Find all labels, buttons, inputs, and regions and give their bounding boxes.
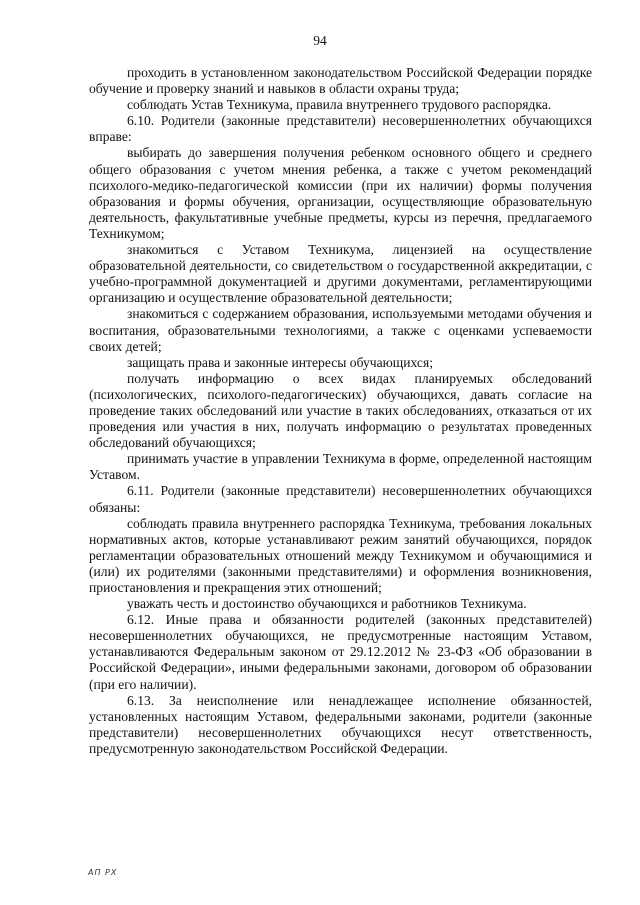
paragraph-6-11-heading: 6.11. Родители (законные представители) несовершеннолетних обучающихся обязаны: (89, 483, 592, 515)
paragraph-content-familiarization: знакомиться с содержанием образования, используемыми методами обучения и воспитания, образовательными технологиями, а также с оценками успеваемости своих детей; (89, 306, 592, 354)
paragraph-charter-familiarization: знакомиться с Уставом Техникума, лицензией на осуществление образовательной деятельности, со свидетельством о государственной аккредитации, с учебно-программной документацией и другими документами, регламентирующими организацию и осуществление образовательной деятельности; (89, 242, 592, 306)
paragraph-6-12: 6.12. Иные права и обязанности родителей (законных представителей) несовершеннолетних обучающихся, не предусмотренные настоящим Уставом, устанавливаются Федеральным законом от 29.12.2012 № 23-ФЗ «Об образовании в Российской Федерации», иными федеральными законами, договором об образовании (при его наличии). (89, 612, 592, 692)
footer-mark: АП РХ (88, 868, 118, 877)
paragraph-protect-rights: защищать права и законные интересы обучающихся; (127, 354, 433, 370)
paragraph-choose-education-form: выбирать до завершения получения ребенком основного общего и среднего общего образования с учетом мнения ребенка, а также с учетом рекомендаций психолого-медико-педагогической комиссии (при их наличии) формы получения образования и формы обучения, организации, осуществляющие образовательную деятельность, факультативные учебные предметы, курсы из перечня, предлагаемого Техникумом; (89, 145, 592, 241)
paragraph-6-13: 6.13. За неисполнение или ненадлежащее исполнение обязанностей, установленных настоящим Уставом, федеральными законами, родители (законные представители) несовершеннолетних обучающихся несут ответственность, предусмотренную законодательством Российской Федерации. (89, 692, 592, 756)
paragraph-observe-rules: соблюдать правила внутреннего распорядка Техникума, требования локальных нормативных актов, которые устанавливают режим занятий обучающихся, порядок регламентации образовательных отношений между Техникумом и обучающимися и (или) их родителями (законными представителями) и оформления возникновения, приостановления и прекращения этих отношений; (89, 515, 592, 595)
document-body (89, 65, 592, 757)
page-number: 94 (313, 33, 327, 48)
paragraph-safety-training: проходить в установленном законодательством Российской Федерации порядке обучение и проверку знаний и навыков в области охраны труда; (89, 65, 592, 97)
paragraph-examinations-info: получать информацию о всех видах планируемых обследований (психологических, психолого-педагогических) обучающихся, давать согласие на проведение таких обследований или участие в таких обследованиях, отказаться от их проведения или участия в них, получать информацию о результатах проведенных обследований обучающихся; (89, 370, 592, 451)
paragraph-respect-dignity: уважать честь и достоинство обучающихся и работников Техникума. (127, 596, 527, 612)
paragraph-6-10-heading: 6.10. Родители (законные представители) несовершеннолетних обучающихся вправе: (89, 113, 592, 145)
paragraph-management-participation: принимать участие в управлении Техникума в форме, определенной настоящим Уставом. (89, 451, 592, 483)
paragraph-charter-compliance: соблюдать Устав Техникума, правила внутреннего трудового распорядка. (127, 97, 552, 113)
